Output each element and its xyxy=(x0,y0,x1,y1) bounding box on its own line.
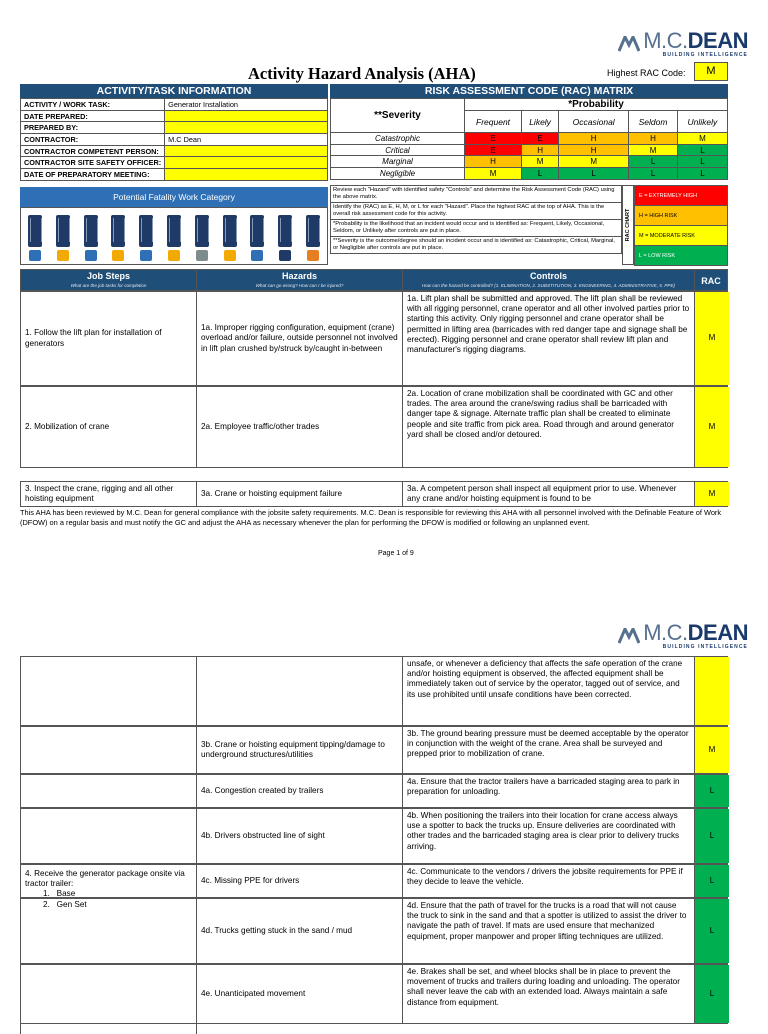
legend-item: L = LOW RISK xyxy=(635,246,728,266)
rac-legend xyxy=(634,185,728,266)
control: 1a. Lift plan shall be submitted and approved. The lift plan shall be reviewed with all rigging personnel, crane operator and all other involved parties prior to starting this activity. Only rigging personnel and crane operator shall be permitted in lifting area (barricades with red danger tape and signage shall be erected). Rigging personnel and crane operator shall review lift plan and manufacturer's rigging diagrams. xyxy=(403,292,695,385)
hazard: 3a. Crane or hoisting equipment failure xyxy=(197,482,403,506)
confined-space-icon xyxy=(194,215,210,261)
control: 4c. Communicate to the vendors / drivers the jobsite requirements for PPE if they decide to leave the vehicle. xyxy=(403,865,695,897)
table-row xyxy=(20,386,728,468)
info-value xyxy=(165,169,328,181)
rac-cell: M xyxy=(465,168,522,180)
control: 3a. A competent person shall inspect all equipment prior to use. Whenever any crane and/or hoisting equipment is found to be xyxy=(403,482,695,506)
table-row xyxy=(20,656,728,726)
page-2 xyxy=(0,600,768,1024)
mc-dean-logo: M.C.DEAN BUILDING INTELLIGENCE xyxy=(618,622,748,650)
fall-protection-icon xyxy=(305,215,321,261)
lifting-operations-icon xyxy=(138,215,154,261)
rac-instructions xyxy=(330,185,622,254)
table-row xyxy=(20,291,728,386)
rac-cell: L xyxy=(629,168,678,180)
matrix-row xyxy=(331,133,728,145)
job-step: 2. Mobilization of crane xyxy=(21,387,197,467)
hazard: 4d. Trucks getting stuck in the sand / mud xyxy=(197,899,403,963)
hazard: 4b. Drivers obstructed line of sight xyxy=(197,809,403,863)
info-row xyxy=(21,145,328,157)
matrix-row xyxy=(331,168,728,180)
activity-info-heading: ACTIVITY/TASK INFORMATION xyxy=(20,84,328,98)
logo-mark-icon xyxy=(618,36,640,52)
rac-cell: M xyxy=(677,133,727,145)
info-value: M.C Dean xyxy=(165,134,328,146)
hazardous-materials-icon xyxy=(249,215,265,261)
rac-cell: M xyxy=(559,156,629,168)
rac-cell: H xyxy=(559,133,629,145)
matrix-row xyxy=(331,156,728,168)
probability-label: Unlikely xyxy=(677,111,727,133)
step-4-title: 4. Receive the generator package onsite via tractor trailer: xyxy=(25,869,185,889)
instruction-text: Review each "Hazard" with identified safety "Controls" and determine the Risk Assessment Code (RAC) using the above matrix. xyxy=(331,186,622,203)
legend-item: H = HIGH RISK xyxy=(635,206,728,226)
info-value xyxy=(165,110,328,122)
info-label: CONTRACTOR COMPETENT PERSON: xyxy=(21,145,165,157)
hazard: 4e. Unanticipated movement xyxy=(197,965,403,1023)
pfwc-icon-strip xyxy=(20,207,328,265)
hazard: 4c. Missing PPE for drivers xyxy=(197,865,403,897)
col-header-hazards: Hazards What can go wrong? How can I be injured? xyxy=(196,269,403,291)
info-row xyxy=(21,169,328,181)
rac-cell: L xyxy=(629,156,678,168)
driving-icon xyxy=(27,215,43,261)
rac-matrix-table xyxy=(330,98,728,180)
instruction-text: **Severity is the outcome/degree should an incident occur and is identified as: Catastrophic, Critical, Marginal, or Negligible after controls are put in place. xyxy=(331,237,622,254)
control: 4e. Brakes shall be set, and wheel blocks shall be in place to prevent the movement of trucks and trailers during loading and unloading. The operator shall never leave the cab with an extended load. Always maintain a safe distance from equipment. xyxy=(403,965,695,1023)
instruction-text: Identify the (RAC) as E, H, M, or L for each "Hazard". Place the highest RAC at the top of AHA. This is the overall risk assessment code for this activity. xyxy=(331,203,622,220)
hazard: 1a. Improper rigging configuration, equipment (crane) overload and/or failure, outside personnel not involved in lift plan crushed by/struck by/caught in-between xyxy=(197,292,403,385)
info-row xyxy=(21,99,328,111)
hazard xyxy=(197,657,403,725)
highest-rac-value: M xyxy=(694,62,728,81)
step-4-item: 2. Gen Set xyxy=(43,899,87,909)
table-row xyxy=(20,481,728,507)
severity-label: Negligible xyxy=(331,168,465,180)
col-header-controls: Controls How can the hazard be controlled? (1. ELIMINATION, 2. SUBSTITUTION, 3. ENGINEERING, 4. ADMINISTRATIVE, 5. PPE) xyxy=(402,269,695,291)
probability-label: Seldom xyxy=(629,111,678,133)
rac-cell: H xyxy=(629,133,678,145)
rac-value: M xyxy=(695,387,729,467)
highest-rac-label: Highest RAC Code: xyxy=(607,68,686,78)
info-row xyxy=(21,110,328,122)
rac-value: L xyxy=(695,775,729,807)
job-step: 1. Follow the lift plan for installation of generators xyxy=(21,292,197,385)
page-number: Page 1 of 9 xyxy=(378,550,414,557)
probability-label: Likely xyxy=(522,111,559,133)
legend-item: M = MODERATE RISK xyxy=(635,226,728,246)
rac-value xyxy=(695,657,729,725)
rac-value: L xyxy=(695,809,729,863)
page-gap xyxy=(0,575,768,600)
info-label: CONTRACTOR: xyxy=(21,134,165,146)
step-4-cell xyxy=(20,774,197,1034)
matrix-row xyxy=(331,144,728,156)
info-label: DATE PREPARED: xyxy=(21,110,165,122)
activity-info-table xyxy=(20,98,328,181)
rac-cell: E xyxy=(465,144,522,156)
control: 4a. Ensure that the tractor trailers have a barricaded staging area to park in preparation for unloading. xyxy=(403,775,695,807)
info-row xyxy=(21,134,328,146)
hazard: 2a. Employee traffic/other trades xyxy=(197,387,403,467)
electrical-icon xyxy=(222,215,238,261)
control: unsafe, or whenever a deficiency that affects the safe operation of the crane and/or hoisting equipment is observed, the affected equipment shall be immediately taken out of service by the operator, tagged out of service, and its use prohibited until unsafe conditions have been corrected. xyxy=(403,657,695,725)
rac-chart-label: RAC CHART xyxy=(622,185,634,265)
energized-work-icon xyxy=(166,215,182,261)
logo-mark-icon xyxy=(618,628,640,644)
rac-cell: E xyxy=(522,133,559,145)
rac-cell: L xyxy=(559,168,629,180)
info-label: ACTIVITY / WORK TASK: xyxy=(21,99,165,111)
info-value xyxy=(165,145,328,157)
probability-label: Frequent xyxy=(465,111,522,133)
rac-cell: H xyxy=(559,144,629,156)
rac-cell: L xyxy=(522,168,559,180)
legend-item: E = EXTREMELY HIGH xyxy=(635,186,728,206)
rac-cell: M xyxy=(629,144,678,156)
rac-matrix-heading: RISK ASSESSMENT CODE (RAC) MATRIX xyxy=(330,84,728,98)
mobile-equipment-icon xyxy=(83,215,99,261)
step-4-item: 1. Base xyxy=(43,889,76,899)
rac-cell: H xyxy=(522,144,559,156)
review-note: This AHA has been reviewed by M.C. Dean for general compliance with the jobsite safety requirements. M.C. Dean is responsible for reviewing this AHA with all personnel involved with the Definable Feature of Work (DFOW) on a regular basis and must notify the GC and adjust the AHA as necessary whenever the plan for performing the DFOW is modified or following an unplanned event. xyxy=(20,508,722,527)
rac-value: L xyxy=(695,965,729,1023)
hazard: 4a. Congestion created by trailers xyxy=(197,775,403,807)
severity-label: Marginal xyxy=(331,156,465,168)
info-row xyxy=(21,122,328,134)
material-handling-icon xyxy=(55,215,71,261)
control: 4d. Ensure that the path of travel for the trucks is a road that will not cause the truck to sink in the sand and that a spotter is utilized to assist the driver to navigate the path of travel. If mats are used ensure that mechanized equipment, proper manpower and proper lifting techniques are utilized. xyxy=(403,899,695,963)
rac-cell: L xyxy=(677,156,727,168)
rac-value: M xyxy=(695,482,729,506)
noise-icon xyxy=(277,215,293,261)
col-header-rac: RAC xyxy=(694,269,728,291)
info-row xyxy=(21,157,328,169)
moving-equipment-icon xyxy=(110,215,126,261)
pfwc-title: Potential Fatality Work Category xyxy=(20,187,328,207)
info-value: Generator Installation xyxy=(165,99,328,111)
probability-label: Occasional xyxy=(559,111,629,133)
info-value xyxy=(165,122,328,134)
info-value xyxy=(165,157,328,169)
rac-cell: E xyxy=(465,133,522,145)
rac-cell: H xyxy=(465,156,522,168)
job-step: 3. Inspect the crane, rigging and all other hoisting equipment xyxy=(21,482,197,506)
hazard: 3b. Crane or hoisting equipment tipping/damage to underground structures/utilities xyxy=(197,727,403,773)
rac-cell: M xyxy=(522,156,559,168)
control: 4b. When positioning the trailers into their location for crane access always use a spotter to back the trucks up. Ensure deliveries are coordinated with other trades and the barricaded staging area is clear prior to delivery trucks arriving. xyxy=(403,809,695,863)
document-title: Activity Hazard Analysis (AHA) xyxy=(248,64,476,83)
control: 3b. The ground bearing pressure must be deemed acceptable by the operator in conjunction with the weight of the crane. Area shall be surveyed and prepped prior to mobilization of crane. xyxy=(403,727,695,773)
severity-header: **Severity xyxy=(331,99,465,133)
instruction-text: *Probability is the likelihood that an incident would occur and is identified as: Frequent, Likely, Occasional, Seldom, or Unlikely after controls are put in place. xyxy=(331,220,622,237)
rac-cell: L xyxy=(677,144,727,156)
severity-label: Critical xyxy=(331,144,465,156)
probability-header: *Probability xyxy=(465,99,728,111)
rac-value: M xyxy=(695,292,729,385)
severity-label: Catastrophic xyxy=(331,133,465,145)
col-header-job-steps: Job Steps What are the job tasks for completion xyxy=(20,269,197,291)
mc-dean-logo: M.C.DEAN BUILDING INTELLIGENCE xyxy=(618,30,748,58)
info-label: CONTRACTOR SITE SAFETY OFFICER: xyxy=(21,157,165,169)
table-row xyxy=(20,726,728,774)
info-label: PREPARED BY: xyxy=(21,122,165,134)
info-label: DATE OF PREPARATORY MEETING: xyxy=(21,169,165,181)
rac-value: L xyxy=(695,899,729,963)
rac-cell: L xyxy=(677,168,727,180)
rac-value: L xyxy=(695,865,729,897)
rac-value: M xyxy=(695,727,729,773)
control: 2a. Location of crane mobilization shall be coordinated with GC and other trades. The area around the crane/swing radius shall be barricaded with danger tape & signage. Alternate traffic plan shall be created to eliminate people and site traffic from pick area. Road through and around generator yard shall be closed and/or detoured. xyxy=(403,387,695,467)
